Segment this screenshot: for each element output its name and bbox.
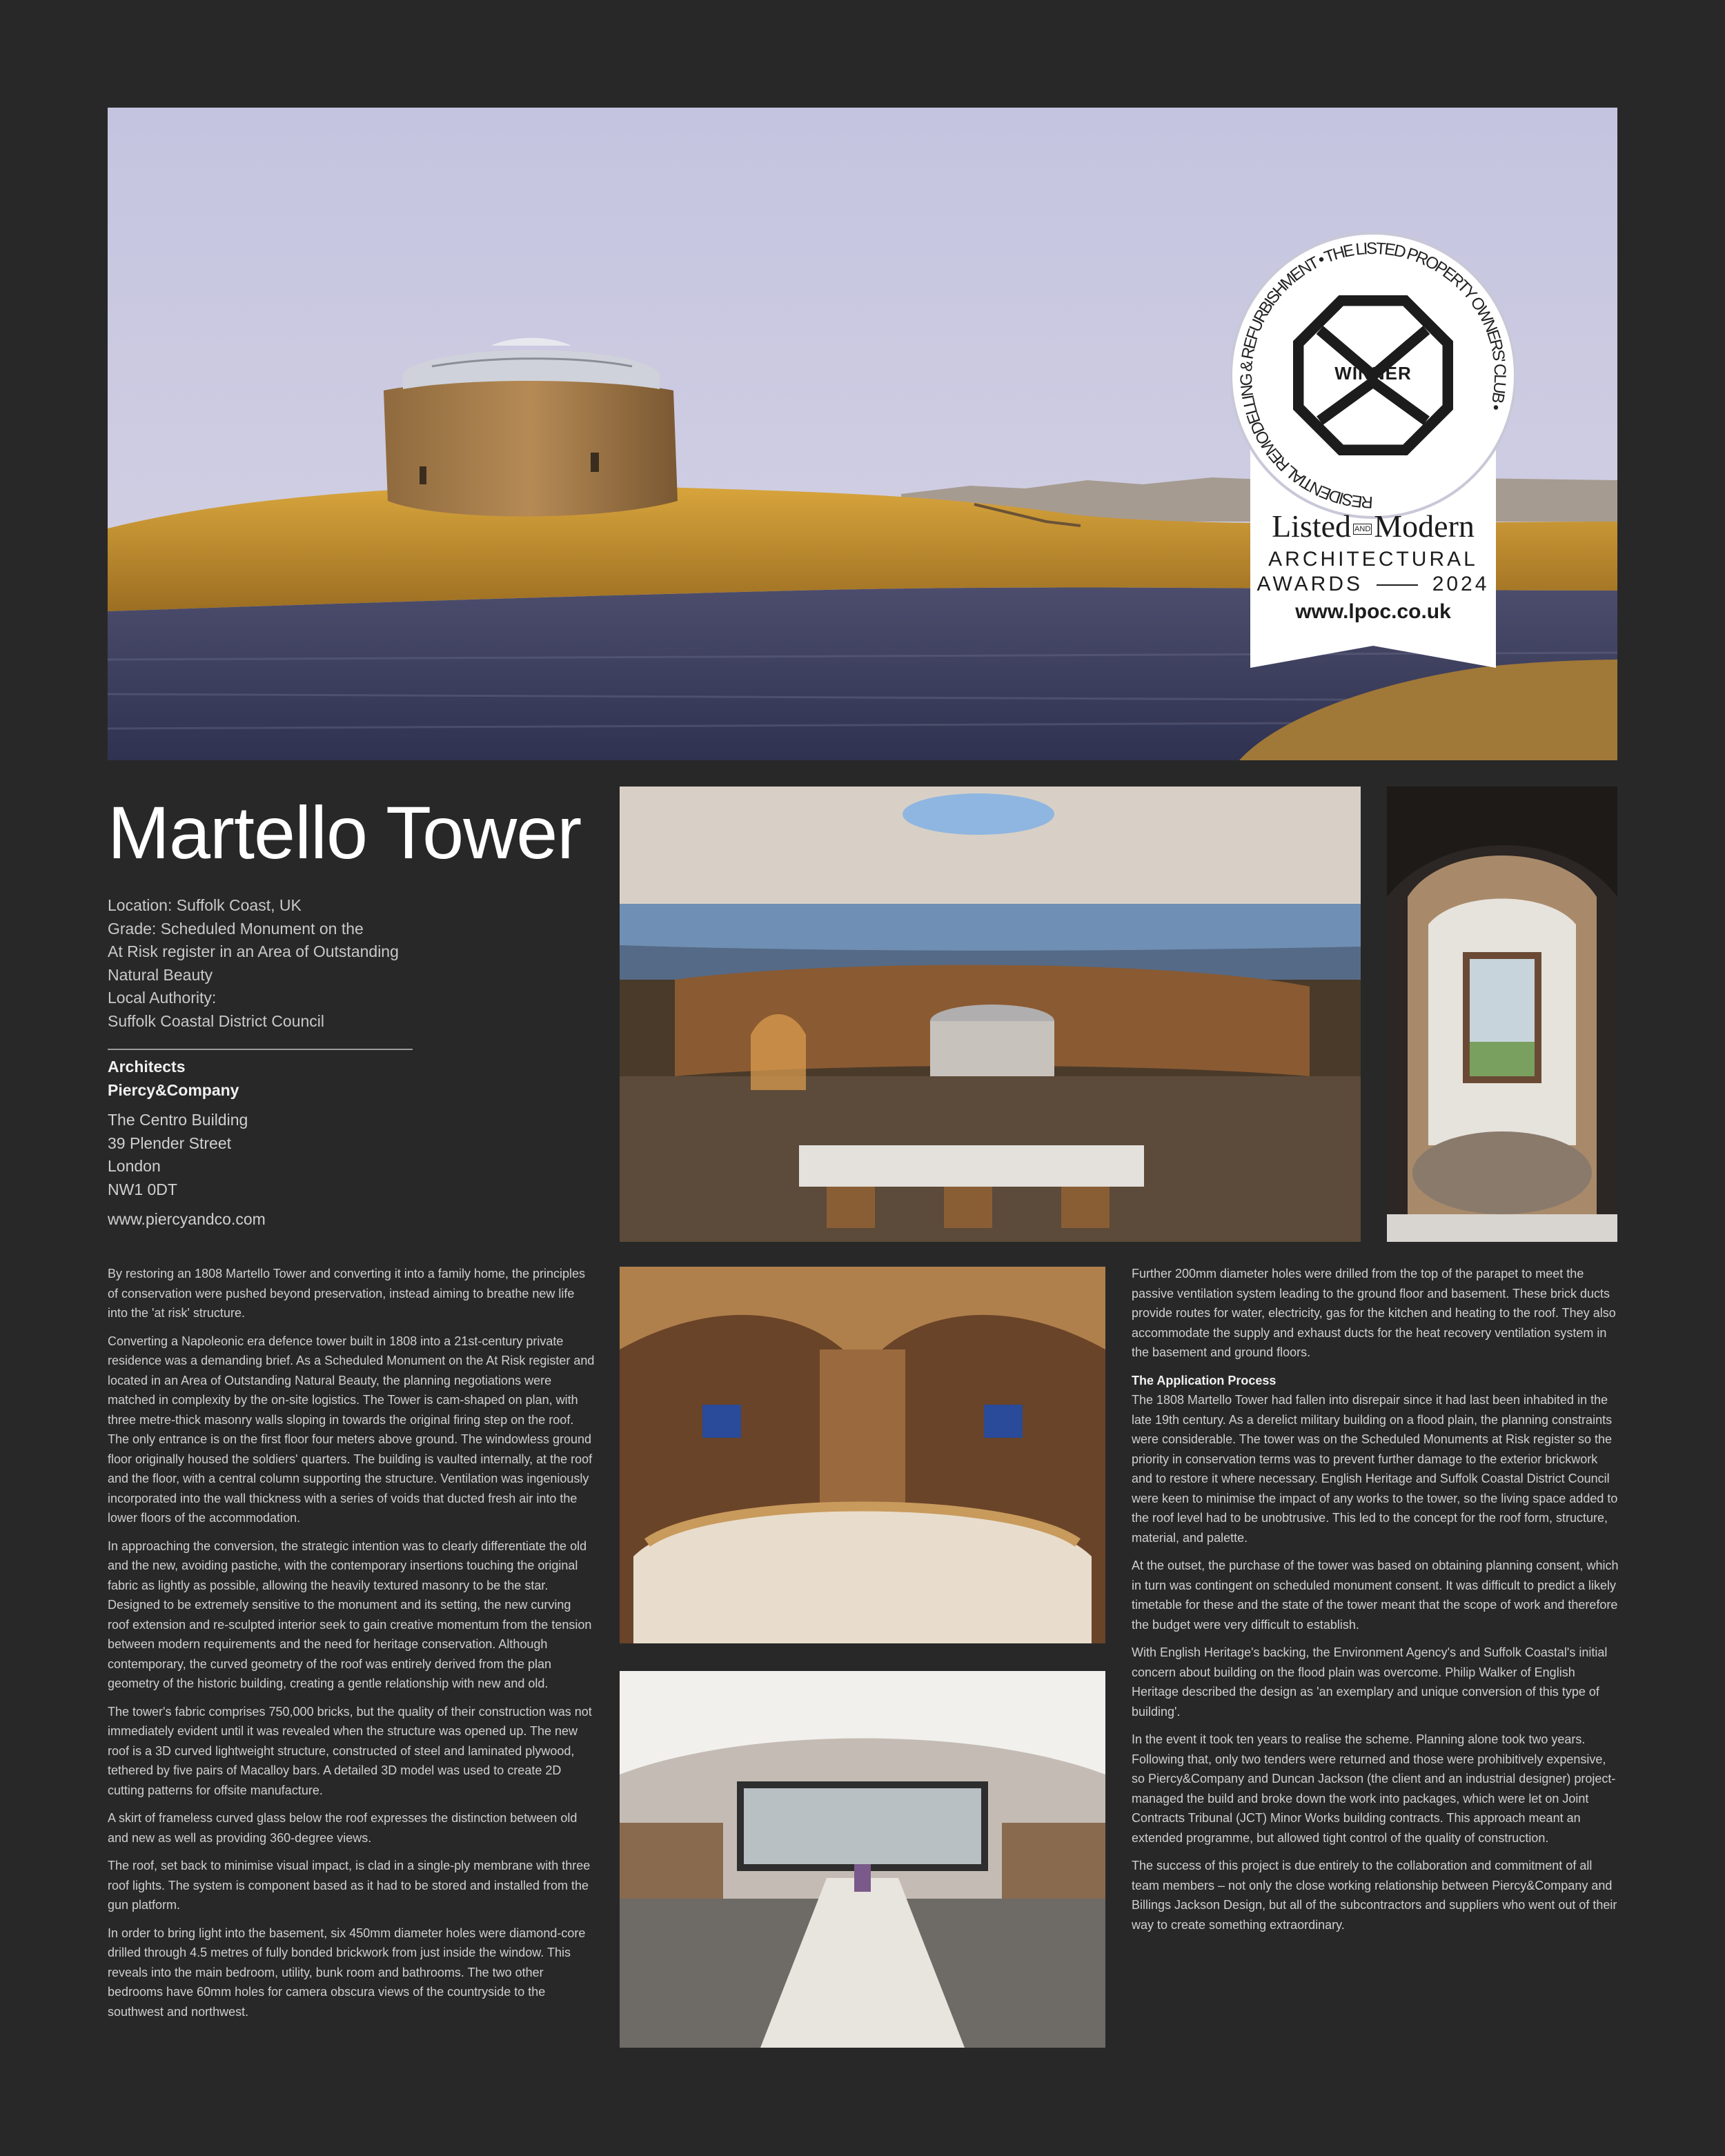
- address-line: London: [108, 1157, 161, 1175]
- details-line: Grade: Scheduled Monument on the: [108, 919, 364, 938]
- award-url[interactable]: www.lpoc.co.uk: [1295, 600, 1451, 623]
- award-brand-listed: Listed: [1272, 508, 1352, 544]
- svg-text:RESIDENTIAL REMODELLING & REFU: RESIDENTIAL REMODELLING & REFURBISHMENT • THE LISTED PROPERTY OWNERS' CLUB •: [1236, 239, 1510, 512]
- award-line1: ARCHITECTURAL: [1268, 548, 1478, 571]
- details-line: Local Authority:: [108, 989, 217, 1007]
- project-details: [108, 894, 425, 1033]
- divider: [108, 1049, 413, 1050]
- award-winner-label: WINNER: [1334, 363, 1412, 384]
- architects-block: [108, 1056, 425, 1232]
- award-brand-and: AND: [1354, 525, 1371, 534]
- address-line: The Centro Building: [108, 1111, 248, 1129]
- body-paragraph: A skirt of frameless curved glass below the roof expresses the distinction between old and new as well as providing 360-degree views.: [108, 1811, 578, 1845]
- photo-roof-living-space: [620, 787, 1361, 1242]
- details-line: Location: Suffolk Coast, UK: [108, 896, 302, 914]
- body-paragraph: In order to bring light into the basement, six 450mm diameter holes were diamond-core drilled through 4.5 metres of fully bonded brickwork from just inside the window. This reveals into the main bedroom, utility, bunk room and bathrooms. The two other bedrooms have 60mm holes for camera obscura views of the countryside to the southwest and northwest.: [108, 1926, 586, 2019]
- award-badge: [1231, 232, 1515, 668]
- body-paragraph: Converting a Napoleonic era defence tower built in 1808 into a 21st-century private residence was a demanding brief. As a Scheduled Monument on the At Risk register and located in an Area of Outstanding Natural Beauty, the planning negotiations were matched in complexity by the on-site logistics. The Tower is cam-shaped on plan, with three metre-thick masonry walls sloping in towards the original firing step on the roof. The only entrance is on the first floor four meters above ground. The windowless ground floor originally housed the soldiers' quarters. The building is vaulted internally, at the roof and the floor, with a central column supporting the structure. Ventilation was ingeniously incorporated into the wall thickness with a series of voids that ducted fresh air into the lower floors of the accommodation.: [108, 1334, 595, 1525]
- address-line: NW1 0DT: [108, 1180, 177, 1198]
- address-line: 39 Plender Street: [108, 1134, 232, 1152]
- details-line: Natural Beauty: [108, 965, 213, 984]
- details-line: At Risk register in an Area of Outstanding: [108, 942, 399, 960]
- photo-dining-room: [620, 1671, 1105, 2048]
- page-title: Martello Tower: [108, 791, 582, 874]
- award-brand: [1245, 508, 1501, 544]
- body-paragraph: At the outset, the purchase of the tower was based on obtaining planning consent, which in turn was contingent on scheduled monument consent. It was difficult to predict a likely timetable for these and the state of the tower meant that the scope of work and therefore the budget were very difficult to establish.: [1132, 1559, 1619, 1632]
- body-paragraph: The roof, set back to minimise visual impact, is clad in a single-ply membrane with three roof lights. The system is component based as it had to be stored and installed from the gun platform.: [108, 1859, 591, 1912]
- body-paragraph: The tower's fabric comprises 750,000 bricks, but the quality of their construction was not immediately evident until it was revealed when the structure was opened up. The new roof is a 3D curved lightweight structure, constructed of steel and laminated plywood, tethered by five pairs of Macalloy bars. A detailed 3D model was used to create 2D cutting patterns for offsite manufacture.: [108, 1704, 592, 1797]
- photo-basement-vault: [620, 1267, 1105, 1643]
- photo-window-bedroom: [1387, 787, 1617, 1242]
- section-heading: The Application Process: [1132, 1373, 1276, 1387]
- body-column-right: [1132, 1264, 1619, 1943]
- body-paragraph: With English Heritage's backing, the Environment Agency's and Suffolk Coastal's initial concern about building on the flood plain was overcome. Philip Walker of English Heritage described the design as 'an exemplary and unique conversion of this type of building'.: [1132, 1645, 1608, 1719]
- award-dash: [1377, 584, 1418, 586]
- architects-website-link[interactable]: www.piercyandco.com: [108, 1210, 266, 1228]
- body-paragraph: The success of this project is due entirely to the collaboration and commitment of all team members – not only the close working relationship between Piercy&Company and Billings Jackson Design, but all of the subcontractors and suppliers who went out of their way to create something extraordinary.: [1132, 1859, 1617, 1932]
- architects-heading: Architects: [108, 1058, 186, 1076]
- award-awards-label: AWARDS: [1256, 573, 1363, 595]
- body-paragraph: In approaching the conversion, the strategic intention was to clearly differentiate the old and the new, avoiding pastiche, with the contemporary insertions touching the original fabric as lightly as possible, allowing the heavily textured masonry to be the star. Designed to be extremely sensitive to the monument and its setting, the new curving roof extension and re-sculpted interior seek to gain creative momentum from the tension between modern requirements and the need for heritage conservation. Although contemporary, the curved geometry of the roof was entirely derived from the plan geometry of the historic building, creating a gentle relationship with new and old.: [108, 1539, 592, 1690]
- body-paragraph: The 1808 Martello Tower had fallen into disrepair since it had last been inhabited in the late 19th century. As a derelict military building on a flood plain, the planning constraints were considerable. The tower was on the Scheduled Monuments at Risk register so the priority in conservation terms was to prevent further damage to the exterior brickwork and to restore it where necessary. English Heritage and Suffolk Coastal District Council were keen to minimise the impact of any works to the tower, so the living space added to the roof level had to be unobtrusive. This led to the concept for the roof form, structure, material, and palette.: [1132, 1393, 1618, 1545]
- body-paragraph: In the event it took ten years to realise the scheme. Planning alone took two years. Following that, only two tenders were returned and those were prohibitively expensive, so Piercy&Company and Duncan Jackson (the client and an industrial designer) project-managed the build and broke down the work into packages, which were let on Joint Contracts Tribunal (JCT) Minor Works building contracts. This approach meant an extended programme, but allowed tight control of the quality of construction.: [1132, 1732, 1616, 1845]
- award-brand-modern: Modern: [1374, 508, 1475, 544]
- architects-firm: Piercy&Company: [108, 1080, 239, 1099]
- body-paragraph: Further 200mm diameter holes were drilled from the top of the parapet to meet the passive ventilation system leading to the ground floor and basement. These brick ducts provide routes for water, electricity, gas for the kitchen and heating to the roof. They also accommodate the supply and exhaust ducts for the heat recovery ventilation system in the basement and ground floors.: [1132, 1267, 1616, 1359]
- body-column-left: [108, 1264, 595, 2030]
- details-line: Suffolk Coastal District Council: [108, 1011, 325, 1030]
- body-paragraph: By restoring an 1808 Martello Tower and converting it into a family home, the principles of conservation were pushed beyond preservation, instead aiming to breathe new life into the 'at risk' structure.: [108, 1267, 586, 1320]
- award-year: 2024: [1432, 573, 1490, 595]
- award-line2: [1245, 573, 1501, 596]
